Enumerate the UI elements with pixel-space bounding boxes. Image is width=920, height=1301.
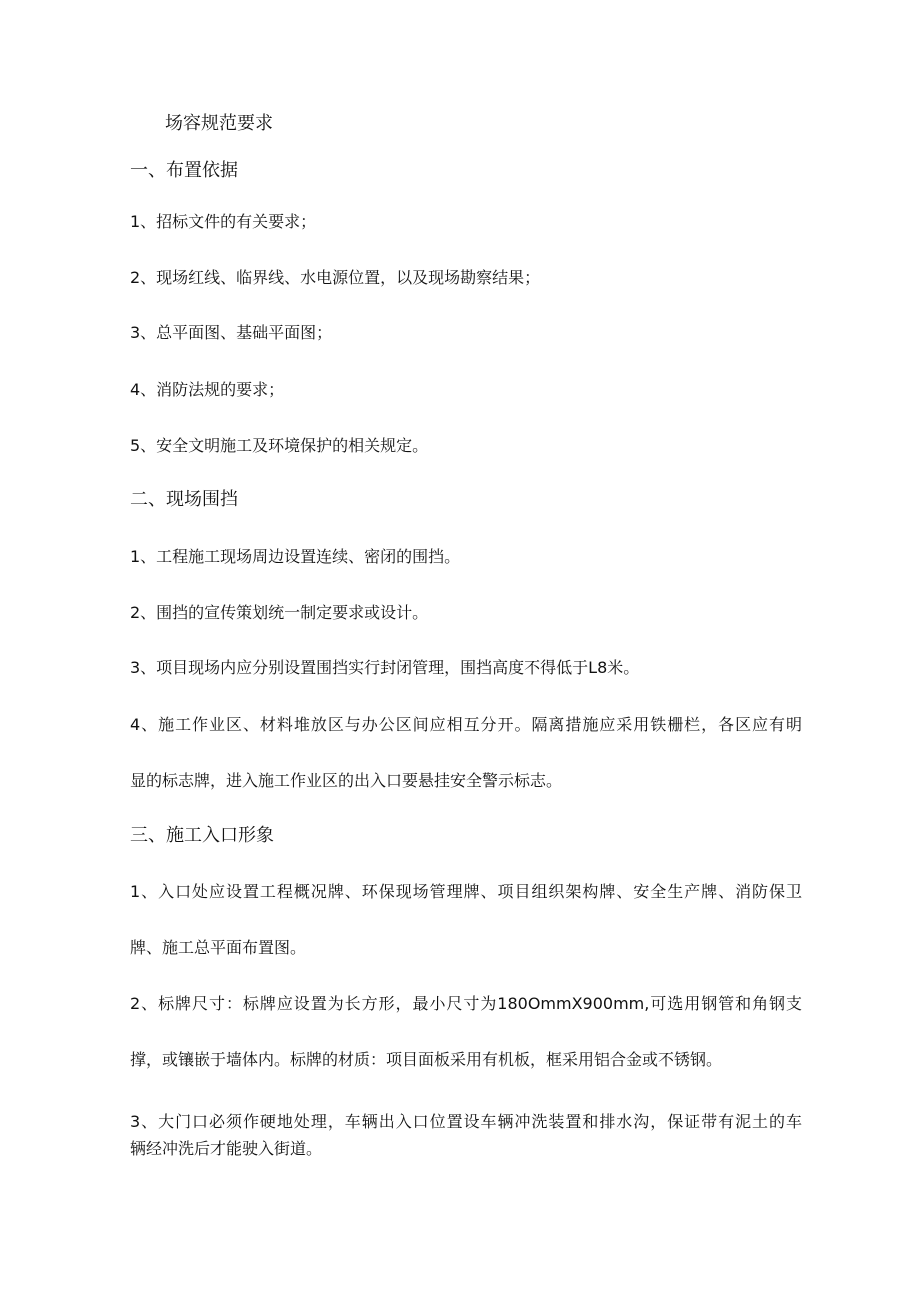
- list-item: 1、招标文件的有关要求；: [130, 212, 317, 231]
- section-heading-3: 三、施工入口形象: [130, 825, 274, 846]
- list-item: 5、安全文明施工及环境保护的相关规定。: [130, 436, 429, 455]
- section-heading-2: 二、现场围挡: [130, 489, 238, 510]
- list-item: 3、大门口必须作硬地处理，车辆出入口位置设车辆冲洗装置和排水沟，保证带有泥土的车: [130, 1112, 802, 1131]
- list-item-continuation: 辆经冲洗后才能驶入街道。: [130, 1139, 323, 1158]
- list-item: 2、标牌尺寸：标牌应设置为长方形，最小尺寸为180OmmX900mm,可选用钢管和角钢支: [130, 994, 802, 1013]
- list-item: 2、现场红线、临界线、水电源位置，以及现场勘察结果；: [130, 268, 541, 287]
- list-item-continuation: 显的标志牌，进入施工作业区的出入口要悬挂安全警示标志。: [130, 771, 563, 790]
- list-item-continuation: 牌、施工总平面布置图。: [130, 938, 307, 957]
- list-item-continuation: 撑，或镶嵌于墙体内。标牌的材质：项目面板采用有机板，框采用铝合金或不锈钢。: [130, 1050, 723, 1069]
- list-item: 3、总平面图、基础平面图；: [130, 323, 333, 342]
- list-item: 4、施工作业区、材料堆放区与办公区间应相互分开。隔离措施应采用铁栅栏，各区应有明: [130, 715, 802, 734]
- list-item: 2、围挡的宣传策划统一制定要求或设计。: [130, 603, 429, 622]
- list-item: 1、入口处应设置工程概况牌、环保现场管理牌、项目组织架构牌、安全生产牌、消防保卫: [130, 882, 802, 901]
- document-title: 场容规范要求: [165, 113, 273, 134]
- list-item: 3、项目现场内应分别设置围挡实行封闭管理，围挡高度不得低于L8米。: [130, 658, 640, 677]
- section-heading-1: 一、布置依据: [130, 160, 238, 181]
- list-item: 4、消防法规的要求；: [130, 380, 285, 399]
- list-item: 1、工程施工现场周边设置连续、密闭的围挡。: [130, 547, 461, 566]
